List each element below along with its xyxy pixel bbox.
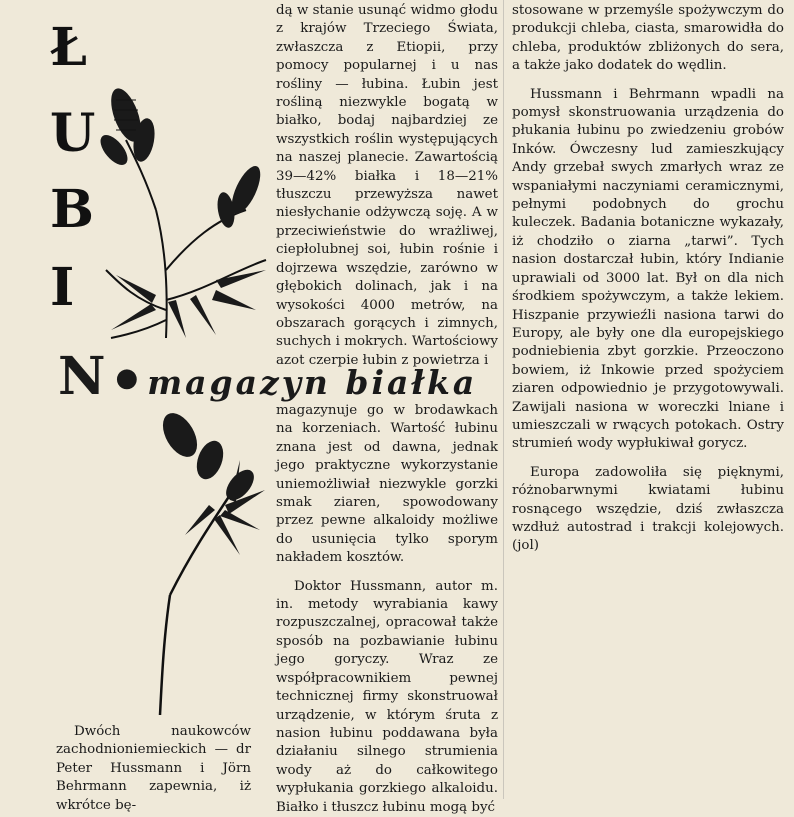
article-column-2-bottom	[276, 402, 498, 815]
bullet-dot: ●	[115, 363, 142, 393]
paragraph: Europa zadowoliła się pięknymi, różnobarwnymi kwiatami łubinu rosnącego wszędzie, dziś zwłaszcza wzdłuż autostrad i trakcji kolejowych. (jol)	[512, 464, 784, 554]
column-divider	[503, 0, 504, 799]
title-letter-l: Ł	[50, 17, 87, 78]
title-letter-n: N	[58, 346, 106, 407]
article-column-2-top	[276, 2, 498, 368]
lupine-illustration-top	[96, 70, 274, 340]
paragraph: Hussmann i Behrmann wpadli na pomysł skonstruowania urządzenia do płukania łubinu po zwiedzeniu grobów Inków. Ówczesny lud zamieszkujący Andy grzebał swych zmarłych wraz ze wspaniałymi naczyniami ceramicznymi, pełnymi podobnych do grochu kuleczek. Badania botaniczne wykazały, iż chodziło o ziarna „tarwi”. Tych nasion dostarczał łubin, który Indianie uprawiali od 3000 lat. Był on dla nich środkiem spożywczym, a także lekiem. Hiszpanie przywieźli nasiona tarwi do Europy, ale były one dla europejskiego podniebienia zbyt gorzkie. Przeoczono bowiem, iż Inkowie przed spożyciem ziaren odpowiednio je przygotowywali. Zawijali nasiona w woreczki lniane i umieszczali w rwących potokach. Ostry strumień wody wypłukiwał gorycz.	[512, 86, 784, 452]
paragraph: Doktor Hussmann, autor m. in. metody wyrabiania kawy rozpuszczalnej, opracował także sposób na pozbawianie łubinu jego goryczy. Wraz ze współpracownikiem pewnej technicznej firmy skonstruował urządzenie, w którym śruta z nasion łubinu poddawana była działaniu silnego strumienia wody aż do całkowitego wypłukania gorzkiego alkaloidu. Białko i tłuszcz łubinu mogą być	[276, 578, 498, 815]
article-column-1	[56, 723, 251, 813]
article-column-3	[512, 2, 784, 796]
paragraph: stosowane w przemyśle spożywczym do produkcji chleba, ciasta, smarowidła do chleba, produktów zbliżonych do sera, a także jako dodatek do wędlin.	[512, 3, 784, 74]
title-letter-i: I	[50, 257, 75, 318]
paragraph: Dwóch naukowców zachodnioniemieckich — dr Peter Hussmann i Jörn Behrmann zapewnia, iż wkrótce bę-	[56, 724, 251, 813]
lupine-illustration-bottom	[140, 405, 270, 720]
title-letter-u: U	[50, 103, 96, 164]
paragraph: dą w stanie usunąć widmo głodu z krajów Trzeciego Świata, zwłaszcza z Etiopii, przy pomocy popularnej i u nas rośliny — łubina. Łubin jest rośliną niezwykle bogatą w białko, bodaj najbardziej ze wszystkich roślin występujących na naszej planecie. Zawartością 39—42% białka i 18—21% tłuszczu przewyższa nawet niesłychanie odżywczą soję. A w przeciwieństwie do wrażliwej, ciepłolubnej soi, łubin rośnie i dojrzewa wszędzie, zarówno w głębokich dolinach, jak i na wysokości 4000 metrów, na obszarach gorących i zimnych, suchych i mokrych. Wartościowy azot czerpie łubin z powietrza i	[276, 3, 498, 368]
paragraph: magazynuje go w brodawkach na korzeniach. Wartość łubinu znana jest od dawna, jednak jego praktyczne wykorzystanie uniemożliwiał niezwykle gorzki smak ziaren, spowodowany przez pewne alkaloidy możliwe do usunięcia tylko sporym nakładem kosztów.	[276, 403, 498, 566]
subtitle: magazyn białka	[147, 363, 478, 402]
title-letter-b: B	[50, 179, 94, 240]
